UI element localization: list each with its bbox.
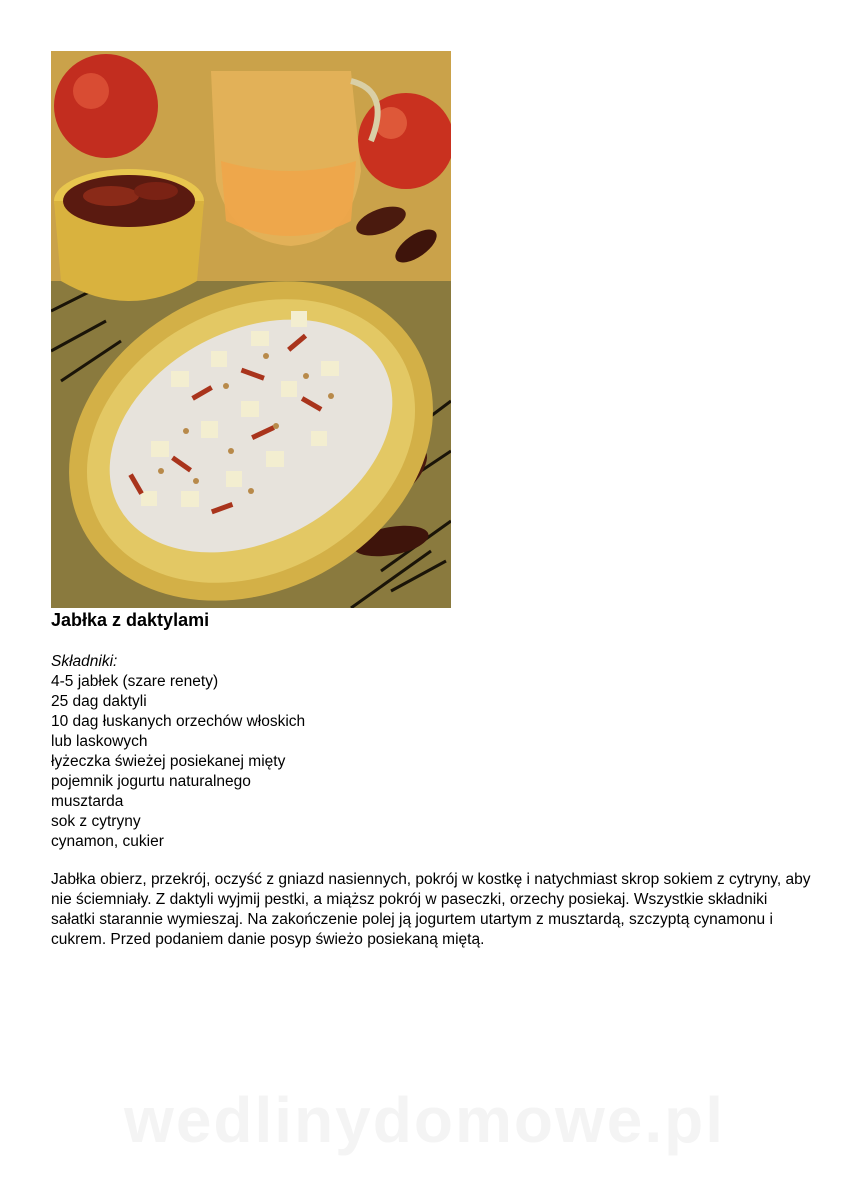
ingredient-item: 25 dag daktyli [51, 693, 147, 710]
ingredients-heading: Składniki: [51, 653, 118, 670]
ingredient-item: musztarda [51, 793, 124, 810]
ingredient-item: 4-5 jabłek (szare renety) [51, 673, 219, 690]
ingredient-item: sok z cytryny [51, 813, 141, 830]
ingredient-item: łyżeczka świeżej posiekanej mięty [51, 753, 286, 770]
ingredients-list [51, 672, 305, 852]
ingredient-item: 10 dag łuskanych orzechów włoskich [51, 713, 306, 730]
recipe-instructions: Jabłka obierz, przekrój, oczyść z gniazd nasiennych, pokrój w kostkę i natychmiast skrop sokiem z cytryny, aby nie ściemniały. Z daktyli wyjmij pestki, a miąższ pokrój w paseczki, orzechy posiekaj. Wszystkie składniki sałatki starannie wymieszaj. Na zakończenie polej ją jogurtem utartym z musztardą, szczyptą cynamonu i cukrem. Przed podaniem danie posyp świeżo posiekaną miętą. [51, 871, 811, 948]
ingredient-item: pojemnik jogurtu naturalnego [51, 773, 251, 790]
ingredient-item: lub laskowych [51, 733, 148, 750]
recipe-title: Jabłka z daktylami [51, 610, 210, 630]
apple-date-salad-illustration [51, 51, 451, 608]
site-watermark: wedlinydomowe.pl [124, 1084, 725, 1156]
ingredient-item: cynamon, cukier [51, 833, 164, 850]
recipe-photo [51, 51, 451, 608]
